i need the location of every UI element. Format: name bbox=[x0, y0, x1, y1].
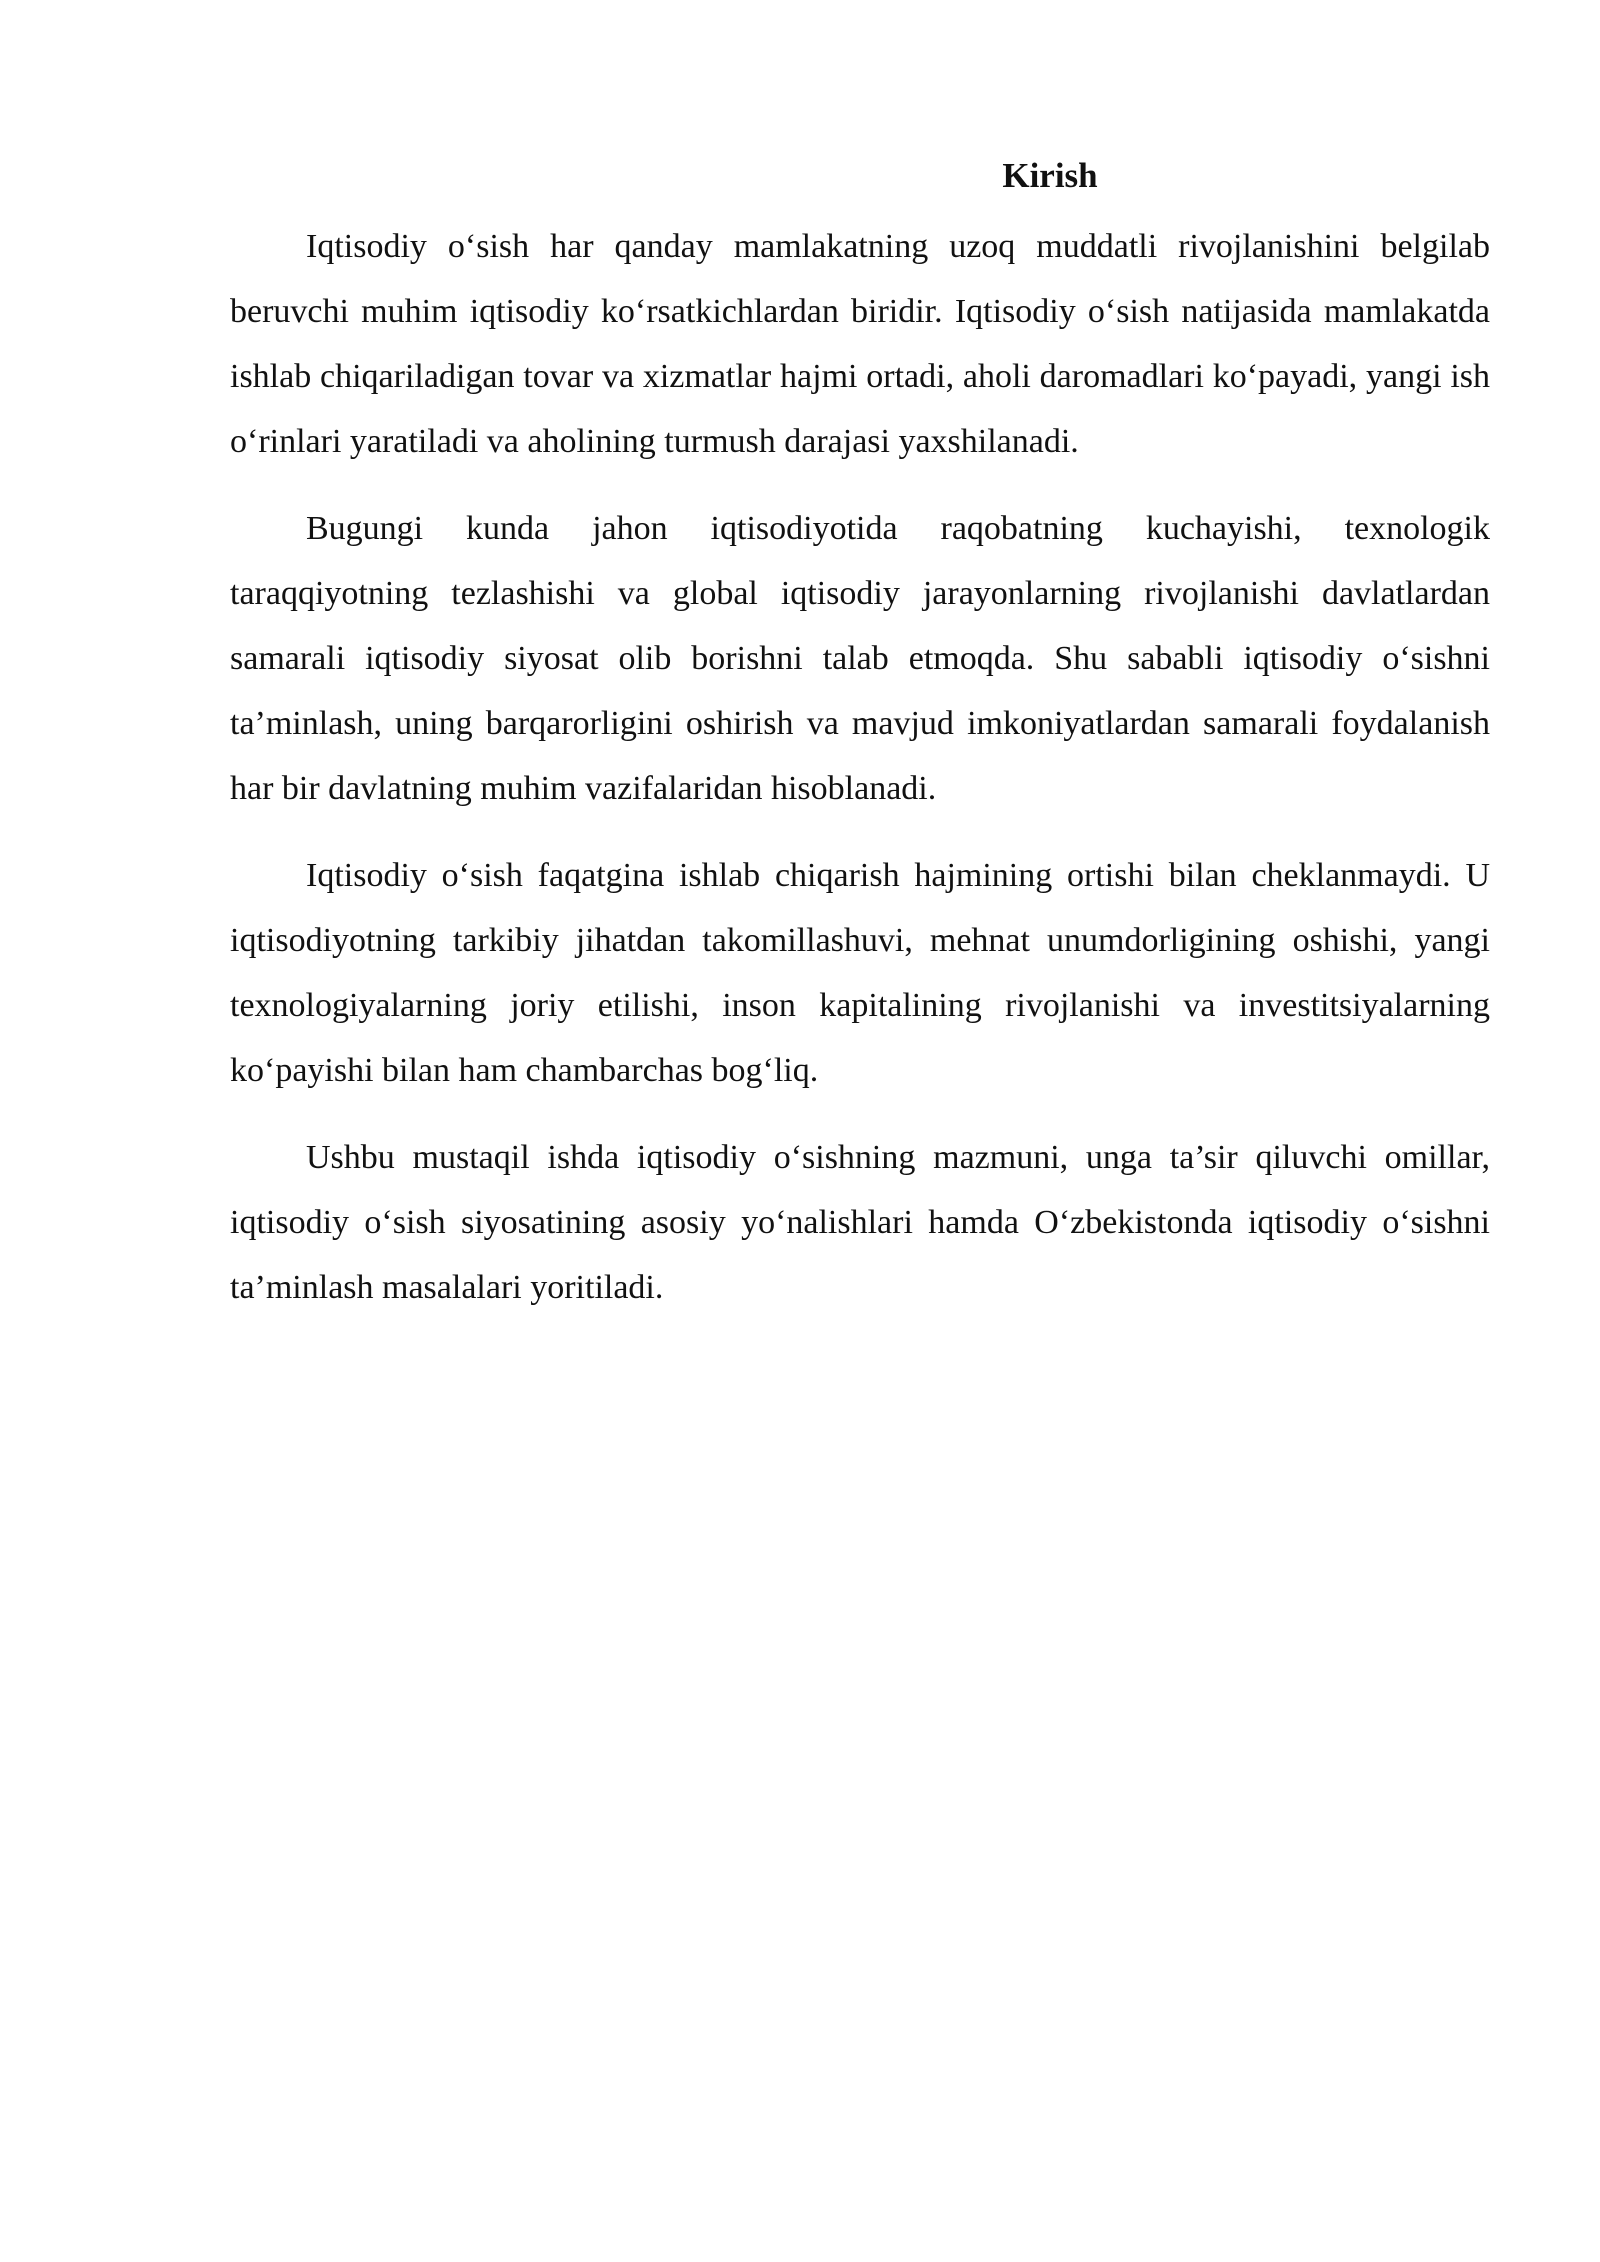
section-title: Kirish bbox=[1002, 156, 1098, 195]
document-body bbox=[230, 148, 1490, 1342]
paragraph-4: Ushbu mustaqil ishda iqtisodiy o‘sishning mazmuni, unga ta’sir qiluvchi omillar, iqtisodiy o‘sish siyosatining asosiy yo‘nalishlari hamda O‘zbekistonda iqtisodiy o‘sishni ta’minlash masalalari yoritiladi. bbox=[230, 1139, 1490, 1306]
paragraph-2: Bugungi kunda jahon iqtisodiyotida raqobatning kuchayishi, texnologik taraqqiyotning tezlashishi va global iqtisodiy jarayonlarning rivojlanishi davlatlardan samarali iqtisodiy siyosat olib borishni talab etmoqda. Shu sababli iqtisodiy o‘sishni ta’minlash, uning barqarorligini oshirish va mavjud imkoniyatlardan samarali foydalanish har bir davlatning muhim vazifalaridan hisoblanadi. bbox=[230, 510, 1490, 807]
paragraph-1: Iqtisodiy o‘sish har qanday mamlakatning uzoq muddatli rivojlanishini belgilab beruvchi muhim iqtisodiy ko‘rsatkichlardan biridir. Iqtisodiy o‘sish natijasida mamlakatda ishlab chiqariladigan tovar va xizmatlar hajmi ortadi, aholi daromadlari ko‘payadi, yangi ish o‘rinlari yaratiladi va aholining turmush darajasi yaxshilanadi. bbox=[230, 228, 1490, 460]
paragraph-3: Iqtisodiy o‘sish faqatgina ishlab chiqarish hajmining ortishi bilan cheklanmaydi. U iqtisodiyotning tarkibiy jihatdan takomillashuvi, mehnat unumdorligining oshishi, yangi texnologiyalarning joriy etilishi, inson kapitalining rivojlanishi va investitsiyalarning ko‘payishi bilan ham chambarchas bog‘liq. bbox=[230, 857, 1490, 1089]
